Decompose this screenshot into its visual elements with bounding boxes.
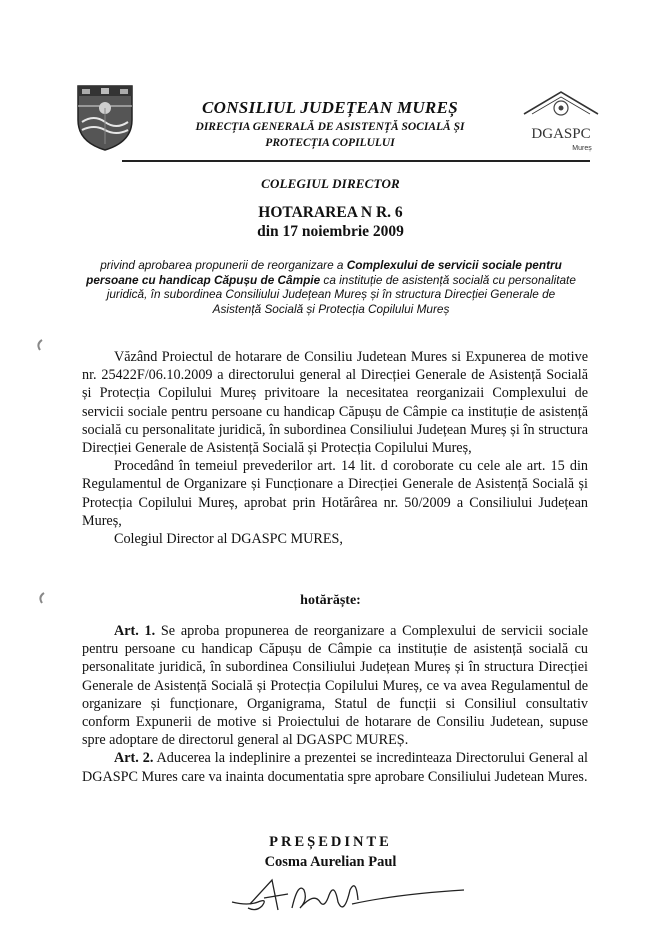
logo-subtext: Mureș [572, 145, 592, 152]
subject-bold: Complexului de servicii sociale pentru persoane cu handicap Căpușu de Câmpie [86, 258, 562, 287]
logo-text: DGASPC [531, 126, 591, 142]
signature-block [0, 832, 661, 872]
handwritten-signature [228, 872, 468, 920]
header-title: CONSILIUL JUDEȚEAN MUREȘ [202, 98, 458, 117]
preamble [82, 348, 588, 548]
decision-heading [0, 203, 661, 241]
preamble-paragraph: Colegiul Director al DGASPC MURES, [114, 531, 343, 548]
decision-number: HOTARAREA N R. 6 [258, 204, 403, 221]
preamble-paragraph: Procedând în temeiul prevederilor art. 14 lit. d coroborate cu cele ale art. 15 din Regulamentul de Organizare și Funcționare a Direcției Generale de Asistență Socială și Protecția Copilului Mureș, aprobat prin Hotărârea nr. 50/2009 a Consiliului Județean Mureș, [82, 458, 588, 529]
decides-heading: hotărăște: [300, 593, 361, 608]
signatory-title: PREȘEDINTE [269, 834, 392, 850]
decision-date: din 17 noiembrie 2009 [257, 223, 404, 240]
subject-part1: privind aprobarea propunerii de reorganizare a [100, 258, 347, 272]
article-2 [82, 749, 588, 785]
decision-subject [86, 258, 576, 316]
header-subtitle-line1: DIRECȚIA GENERALĂ DE ASISTENȚĂ SOCIALĂ ȘI [195, 121, 465, 133]
preamble-paragraph: Văzând Proiectul de hotarare de Consiliu Judetean Mures si Expunerea de motive nr. 25422F/06.10.2009 a directorului general al Direcției Generale de Asistență Socială și Protecția Copilului Mureș privitoare la necesitatea reorganizaii Complexului de servicii sociale pentru persoane cu handicap Căpușu de Câmpie ca instituție de asistență socială cu personalitate juridică, în subordinea Consiliului Județean Mureș și în structura Direcției Generale de Asistență Socială și Protecția Copilului Mureș, [82, 349, 588, 457]
council-name: COLEGIUL DIRECTOR [261, 176, 400, 191]
dgaspc-logo-icon [518, 84, 604, 156]
subject-part2: ca instituție de asistență socială cu personalitate juridică, în subordinea Consiliului Județean Mureș și în structura Direcției Generale de Asistență Socială și Protecția Copilului Mureș [106, 272, 576, 316]
header-subtitle-line2: PROTECȚIA COPILULUI [265, 137, 395, 149]
institution-header [150, 98, 510, 150]
article-label: Art. 2. [114, 750, 154, 767]
header-divider [122, 160, 590, 162]
article-1 [82, 622, 588, 749]
article-text: Aducerea la indeplinire a prezentei se incredinteaza Directorului General al DGASPC Mures care va inainta documentatia spre aprobare Consiliului Judetean Mures. [82, 750, 588, 785]
article-label: Art. 1. [114, 623, 156, 639]
articles [82, 622, 588, 786]
coat-of-arms-icon [76, 84, 134, 152]
article-text: Se aproba propunerea de reorganizare a Complexului de servicii sociale pentru persoane cu handicap Căpușu de Câmpie ca instituție de asistență socială cu personalitate juridică, în subordinea Consiliului Județean Mureș și în structura Direcției Generale de Asistență Socială și Protecția Copilului Mureș, ce va avea Regulamentul de organizare și funcționare, Organigrama, Statul de funcții si Consiliul consultativ conform Expunerii de motive si Proiectului de hotarare de Consiliu Judetean, supuse spre adoptare de directorul general al DGASPC MUREȘ. [82, 623, 588, 749]
punch-hole-mark [34, 338, 44, 352]
signatory-name: Cosma Aurelian Paul [264, 854, 397, 870]
